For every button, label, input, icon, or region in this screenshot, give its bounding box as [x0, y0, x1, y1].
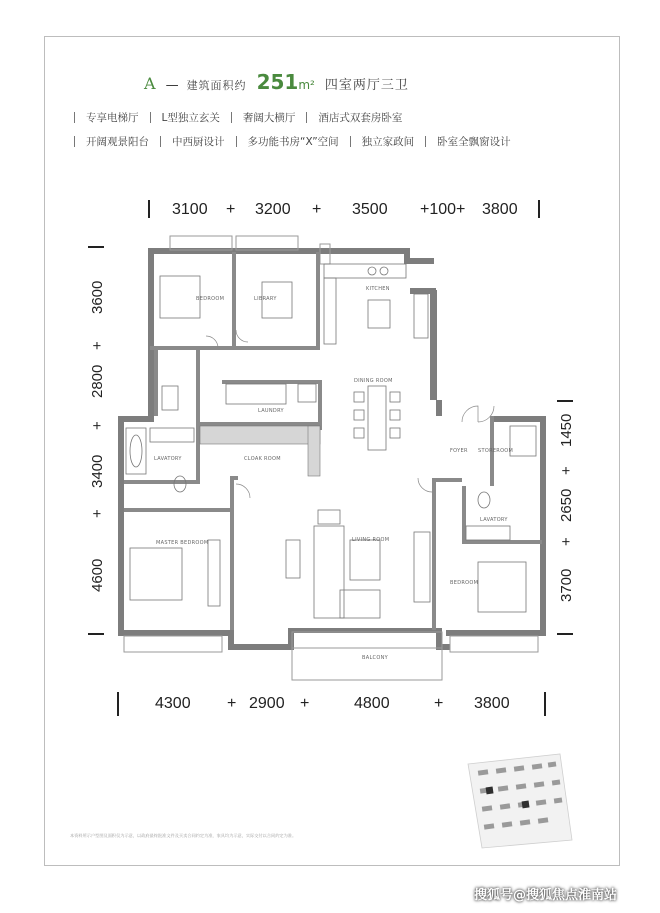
unit-type-letter: A — [144, 74, 156, 93]
dim-right-2: 2650 — [558, 488, 575, 522]
dim-top-2: 3200 — [255, 201, 291, 218]
room-label-storeroom: STOREROOM — [478, 448, 514, 454]
dim-top-3: 3500 — [352, 201, 388, 218]
dim-bottom-plus: + — [434, 695, 444, 712]
dim-bottom-3: 4800 — [354, 695, 390, 712]
layout-text: 四室两厅三卫 — [324, 78, 409, 93]
dim-top-1: 3100 — [172, 201, 208, 218]
dim-right-1: 1450 — [558, 413, 575, 447]
beds — [130, 276, 526, 612]
room-label-kitchen: KITCHEN — [366, 286, 390, 292]
room-label-bedroom-se: BEDROOM — [450, 580, 479, 586]
watermark-text: 搜狐号@搜狐焦点淮南站 — [474, 888, 618, 903]
room-label-laundry: LAUNDRY — [258, 408, 284, 414]
room-label-bedroom-nw: BEDROOM — [196, 296, 225, 302]
feature-item: 中西厨设计 — [172, 135, 225, 148]
dim-bottom-plus: + — [300, 695, 310, 712]
dim-bottom-2: 2900 — [249, 695, 285, 712]
feature-item: 酒店式双套房卧室 — [318, 111, 403, 124]
room-label-master: MASTER BEDROOM — [156, 540, 209, 546]
door-swings — [206, 330, 494, 498]
feature-item: 专享电梯厅 — [86, 111, 139, 124]
dim-right-plus: + — [558, 466, 575, 475]
dim-left-plus: + — [89, 421, 106, 430]
feature-item: 奢阔大横厅 — [242, 111, 296, 124]
kitchen-fixtures — [324, 264, 428, 344]
dim-left-2: 2800 — [89, 364, 106, 398]
room-label-library: LIBRARY — [254, 296, 277, 302]
feature-item: 多功能书房“X”空间 — [247, 135, 339, 148]
dim-bottom-4: 3800 — [474, 695, 510, 712]
room-label-foyer: FOYER — [450, 448, 468, 454]
dim-bottom-1: 4300 — [155, 695, 191, 712]
room-label-lavatory-west: LAVATORY — [154, 456, 182, 462]
dim-top-plus: + — [312, 201, 322, 218]
bay-windows — [124, 236, 538, 680]
dim-left-4: 4600 — [89, 558, 106, 592]
dim-top-plus: + — [226, 201, 236, 218]
feature-item: 独立家政间 — [361, 135, 415, 148]
dim-top-5: 3800 — [482, 201, 518, 218]
bathroom-fixtures — [126, 384, 536, 540]
living-sofa — [314, 510, 430, 618]
area-unit: m² — [298, 78, 315, 92]
room-label-living: LIVING ROOM — [352, 537, 390, 543]
room-label-dining: DINING ROOM — [354, 378, 393, 384]
dining-table — [354, 386, 400, 450]
dim-right-3: 3700 — [558, 568, 575, 602]
disclaimer-text: 本资料所示户型图及面积仅为示意，以政府最终批准文件及买卖合同约定为准，家具均为示意，实际交付以合同约定为准。 — [70, 833, 297, 838]
room-label-balcony: BALCONY — [362, 655, 388, 661]
dim-bottom-plus: + — [227, 695, 237, 712]
dim-left-3: 3400 — [89, 454, 106, 488]
feature-item: L型独立玄关 — [161, 111, 220, 124]
feature-item: 开阔观景阳台 — [86, 135, 149, 148]
dim-left-1: 3600 — [89, 280, 106, 314]
room-label-lavatory-east: LAVATORY — [480, 517, 508, 523]
cloak-shelving — [200, 426, 320, 476]
area-label: 建筑面积约 — [186, 79, 247, 92]
dim-left-plus: + — [89, 509, 106, 518]
site-key-plan — [468, 754, 572, 848]
interior-walls — [124, 252, 542, 630]
dim-left-plus: + — [89, 341, 106, 350]
dim-top-4: +100+ — [420, 201, 466, 218]
area-value: 251 — [256, 70, 299, 94]
dim-right-plus: + — [558, 537, 575, 546]
room-label-cloak: CLOAK ROOM — [244, 456, 281, 462]
feature-item: 卧室全飘窗设计 — [437, 135, 511, 148]
title-dash: — — [165, 78, 179, 93]
